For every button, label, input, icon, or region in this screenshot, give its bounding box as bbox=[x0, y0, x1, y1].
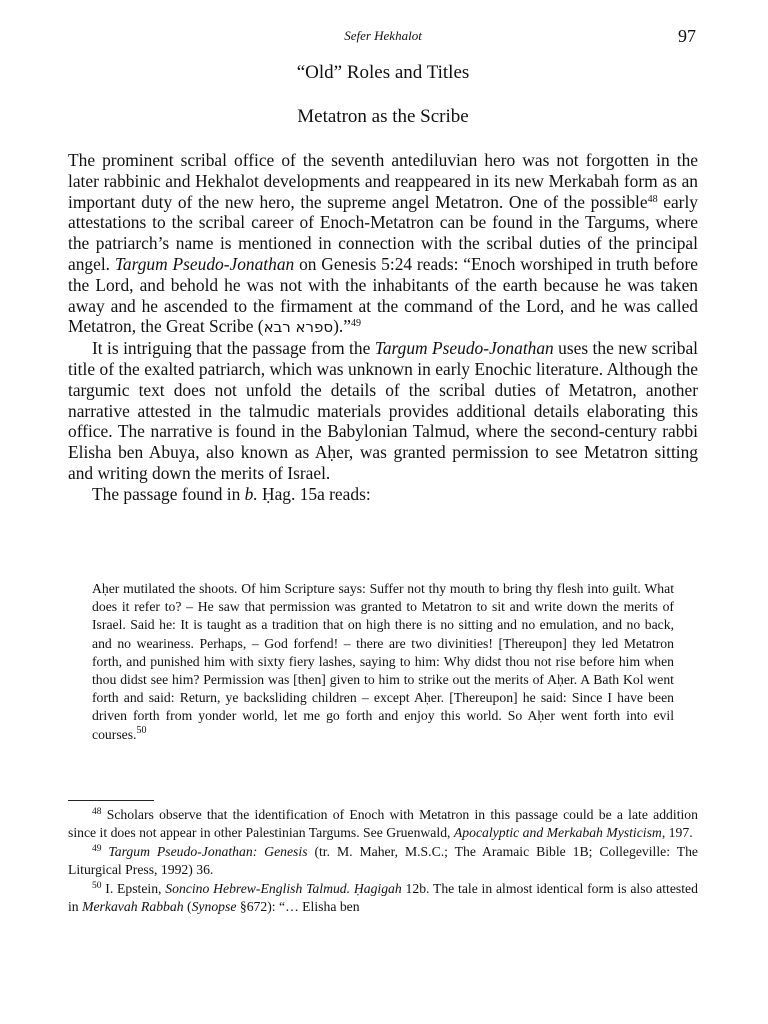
paragraph-2: It is intriguing that the passage from the Targum Pseudo-Jonathan uses the new scribal title of the exalted patriarch, which was unknown in early Enochic literature. Although the targumic text does not unfold the details of the scribal duties of Metatron, another narrative attested in the talmudic materials provides additional details elaborating this office. The narrative is found in the Babylonian Talmud, where the second-century rabbi Elisha ben Abuya, also known as Aḥer, was granted permission to see Metatron sitting and writing down the merits of Israel. bbox=[68, 338, 698, 483]
block-quote: Aḥer mutilated the shoots. Of him Scripture says: Suffer not thy mouth to bring thy flesh into guilt. What does it refer to? – He saw that permission was granted to Metatron to sit and write down the merits of Israel. Said he: It is taught as a tradition that on high there is no sitting and no emulation, and no back, and no weariness. Perhaps, – God forfend! – there are two divinities! [Thereupon] they led Metatron forth, and punished him with sixty fiery lashes, saying to him: Why didst thou not rise before him when thou didst see him? Permission was [then] given to him to strike out the merits of Aḥer. A Bath Kol went forth and said: Return, ye backsliding children – except Aḥer. [Thereupon] he said: Since I have been driven forth from yonder world, let me go forth and enjoy this world. So Aḥer went forth into evil courses.$^{50}$ bbox=[92, 581, 674, 742]
footnote-50: $^{50}$ I. Epstein, Soncino Hebrew-English Talmud. Ḥagigah 12b. The tale in almost identical form is also attested in Merkavah Rabbah (Synopse §672): “… Elisha ben bbox=[68, 880, 698, 915]
paragraph-1: The prominent scribal office of the seventh antediluvian hero was not forgotten in the later rabbinic and Hekhalot developments and reappeared in its new Merkabah form as an important duty of the new hero, the supreme angel Metatron. One of the possible$^{48}$ early attestations to the scribal career of Enoch-Metatron can be found in the Targums, where the patriarch’s name is mentioned in connection with the scribal duties of the principal angel. Targum Pseudo-Jonathan on Genesis 5:24 reads: “Enoch worshiped in truth before the Lord, and behold he was not with the inhabitants of the earth because he was taken away and he ascended to the firmament at the command of the Lord, and he was called Metatron, the Great Scribe (ספרא רבא).”$^{49}$ bbox=[68, 150, 698, 337]
page-header bbox=[68, 26, 698, 50]
footnote-ref-49[interactable]: 49 bbox=[350, 318, 361, 330]
footnote-ref-50[interactable]: 50 bbox=[136, 724, 147, 736]
running-title: Sefer Hekhalot bbox=[344, 28, 422, 43]
body-text bbox=[68, 150, 698, 505]
hebrew-phrase: ספרא רבא bbox=[263, 318, 334, 337]
section-title: “Old” Roles and Titles bbox=[296, 62, 470, 83]
footnote-ref-48[interactable]: 48 bbox=[647, 193, 658, 205]
work-title: Targum Pseudo-Jonathan bbox=[114, 253, 295, 274]
subsection-title: Metatron as the Scribe bbox=[297, 106, 469, 127]
footnote-divider bbox=[68, 800, 154, 801]
footnotes bbox=[68, 806, 698, 916]
footnote-48: $^{48}$ Scholars observe that the identification of Enoch with Metatron in this passage could be a late addition since it does not appear in other Palestinian Targums. See Gruenwald, Apocalyptic and Merkabah Mysticism, 197. bbox=[68, 807, 698, 841]
page-number: 97 bbox=[678, 26, 696, 46]
work-title: Targum Pseudo-Jonathan bbox=[374, 338, 554, 359]
footnote-49: $^{49}$ Targum Pseudo-Jonathan: Genesis (tr. M. Maher, M.S.C.; The Aramaic Bible 1B; Collegeville: The Liturgical Press, 1992) 36. bbox=[68, 843, 698, 878]
paragraph-3: The passage found in b. Ḥag. 15a reads: bbox=[92, 483, 371, 504]
